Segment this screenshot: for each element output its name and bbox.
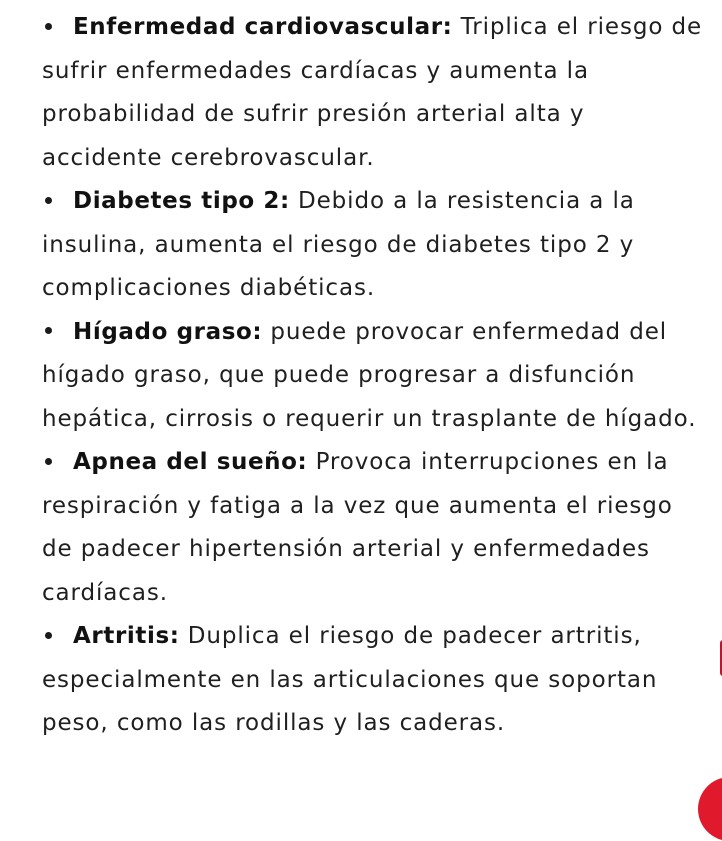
bullet-icon [45, 632, 52, 639]
list-item-diabetes [42, 180, 710, 311]
list-item-term: Hígado graso: [73, 318, 263, 345]
list-item-text: Triplica el riesgo de sufrir enfermedades cardíacas y aumenta la probabilidad de sufrir presión arterial alta y accidente cerebrovascular. [42, 14, 703, 171]
list-item-term: Diabetes tipo 2: [73, 188, 290, 214]
list-item-term: Enfermedad cardiovascular: [73, 14, 453, 40]
list-item-term: Artritis: [73, 623, 180, 649]
list-item-fatty-liver [42, 311, 710, 442]
bullet-icon [45, 23, 52, 30]
list-item-term: Apnea del sueño: [73, 449, 308, 475]
list-item-text: Debido a la resistencia a la insulina, aumenta el riesgo de diabetes tipo 2 y complicaciones diabéticas. [42, 188, 635, 301]
health-risks-list [42, 6, 710, 746]
bullet-icon [45, 458, 52, 465]
list-item-cardiovascular [42, 6, 710, 180]
list-item-text: Duplica el riesgo de padecer artritis, especialmente en las articulaciones que soportan peso, como las rodillas y las caderas. [42, 623, 658, 736]
floating-action-button[interactable] [698, 777, 722, 841]
list-item-sleep-apnea [42, 441, 710, 615]
bullet-icon [45, 327, 52, 334]
list-item-arthritis [42, 615, 710, 746]
list-item-text: puede provocar enfermedad del hígado graso, que puede progresar a disfunción hepática, cirrosis o requerir un trasplante de hígado. [42, 318, 697, 432]
bullet-icon [45, 197, 52, 204]
list-item-text: Provoca interrupciones en la respiración y fatiga a la vez que aumenta el riesgo de padecer hipertensión arterial y enfermedades cardíacas. [42, 449, 673, 606]
